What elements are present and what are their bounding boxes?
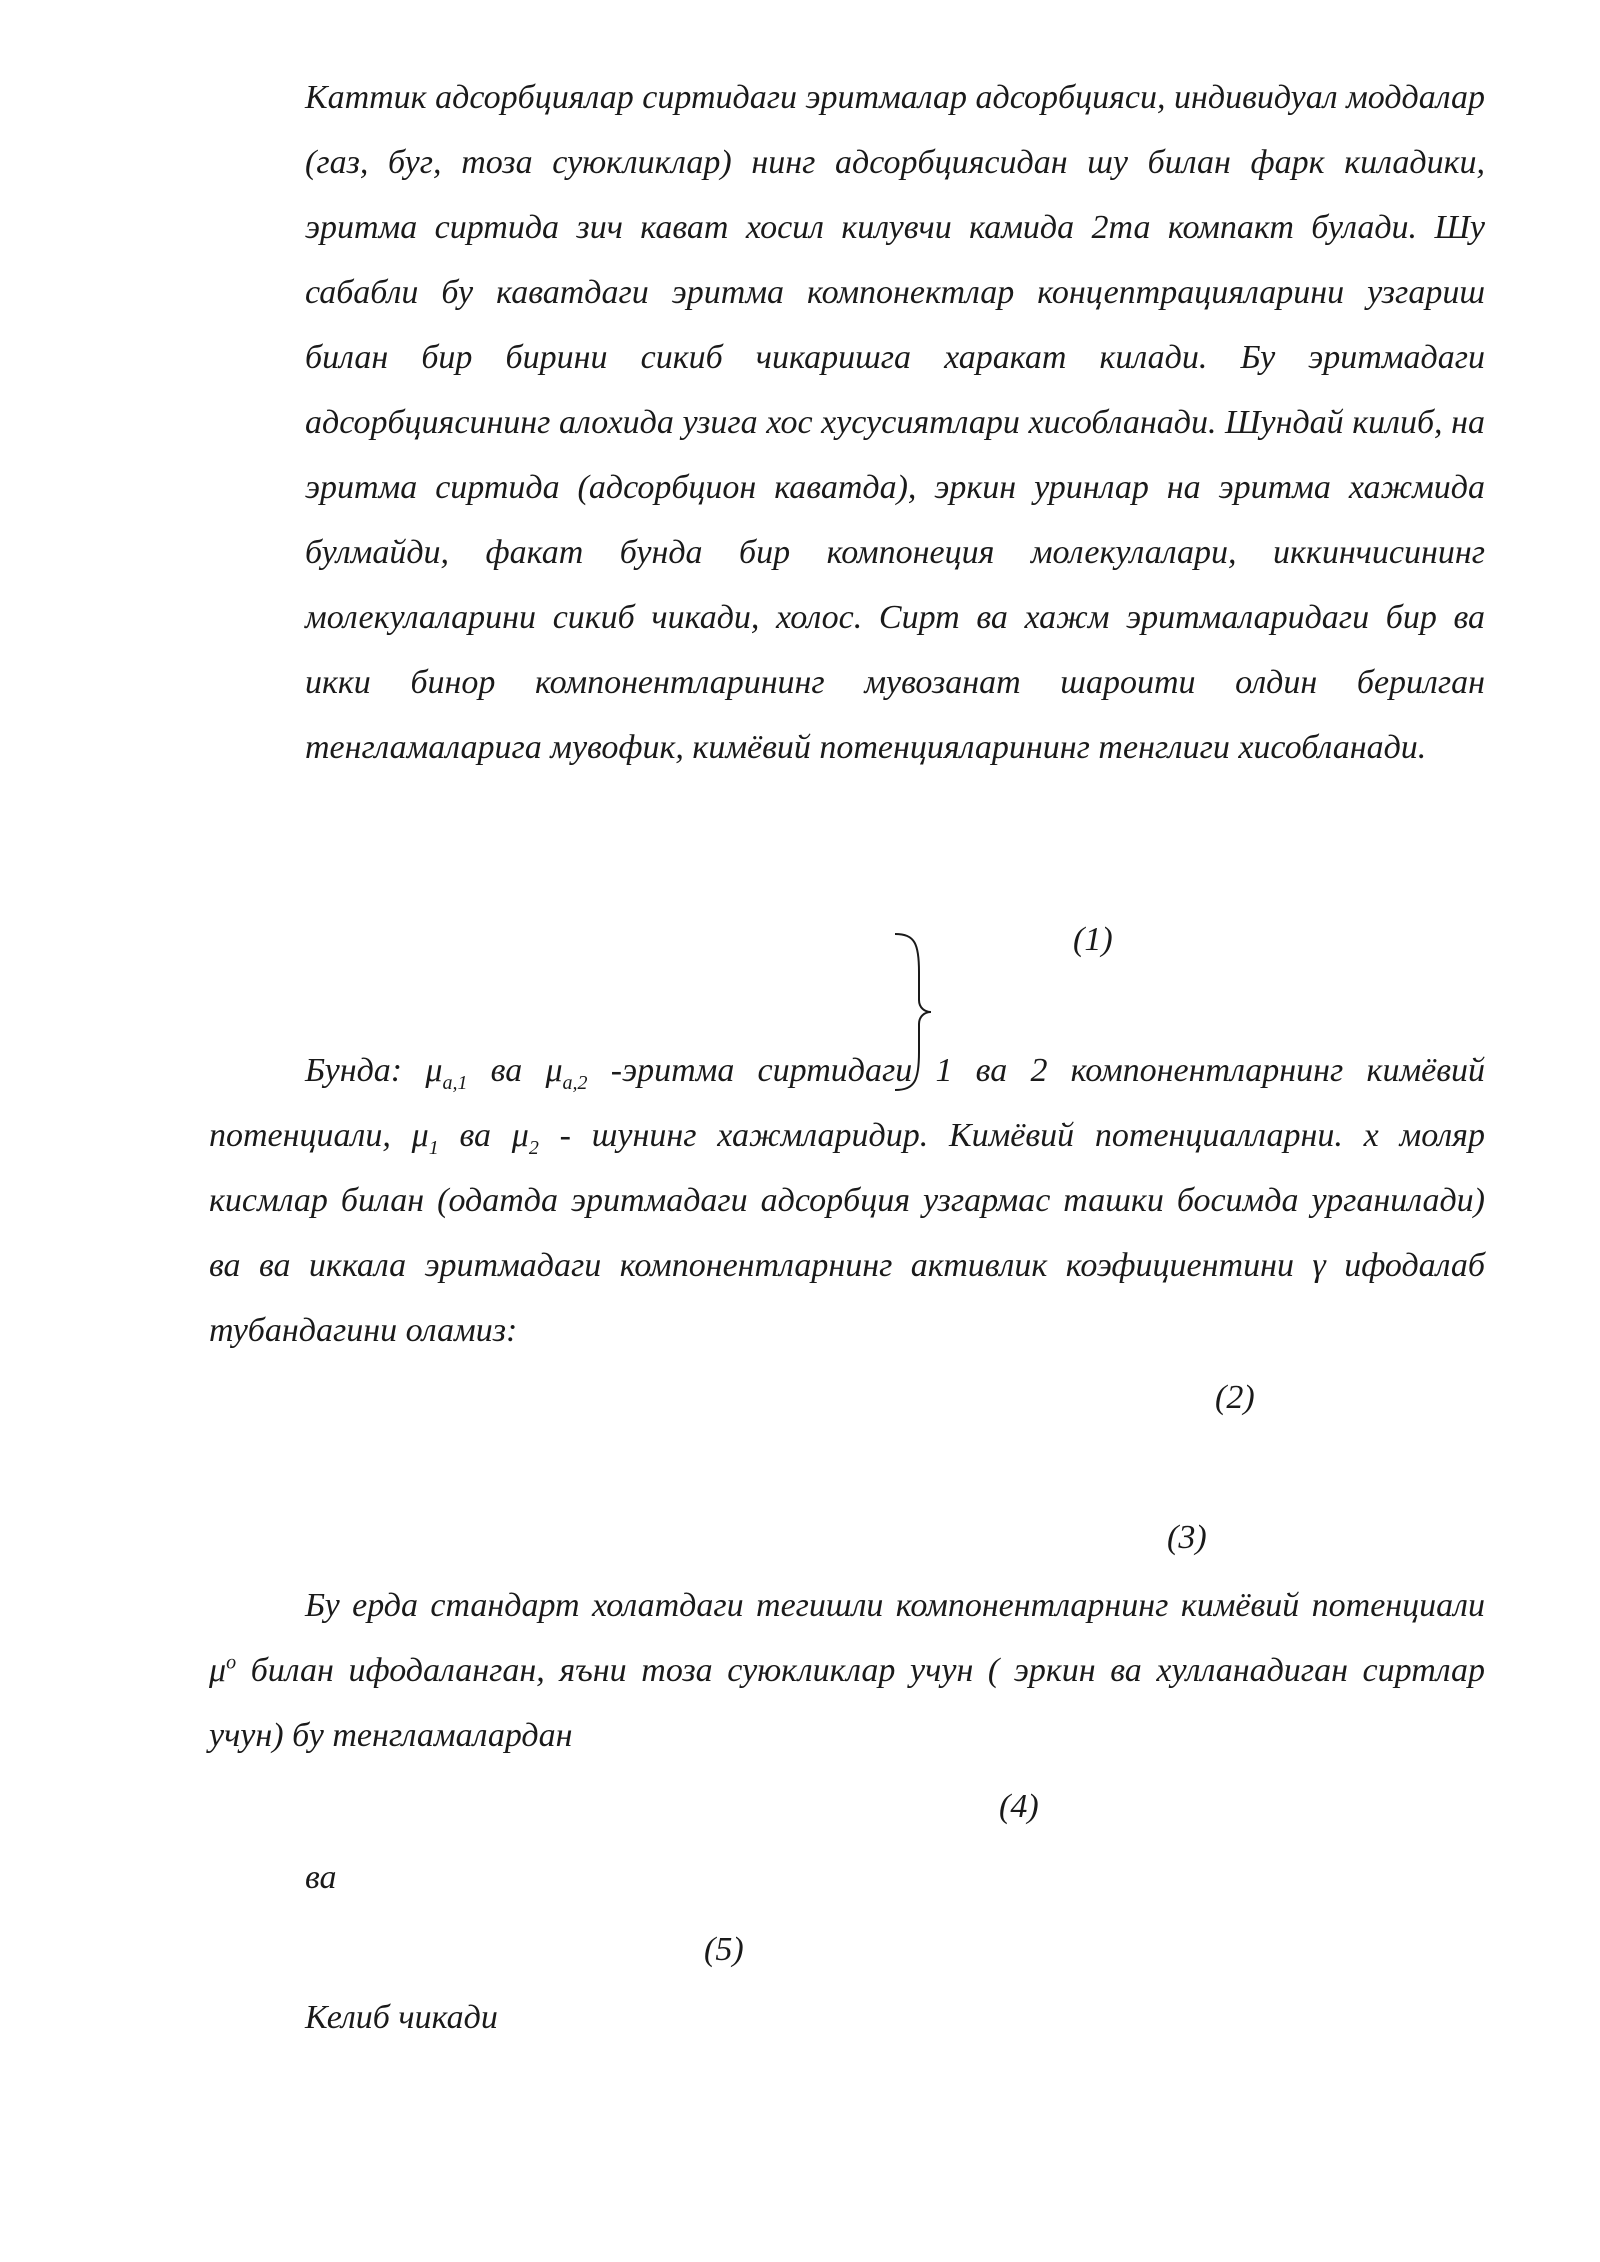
subscript-1: 1 bbox=[428, 1136, 439, 1159]
text-segment: Бунда: bbox=[305, 1052, 426, 1089]
mu-symbol: μ bbox=[545, 1052, 563, 1089]
paragraph-chemical-potentials bbox=[209, 1038, 1485, 1363]
text-segment: Бу ерда стандарт холатдаги тегишли компонентларнинг кимёвий потенциали bbox=[305, 1587, 1485, 1624]
text-segment: билан ифодаланган, яъни тоза суюкликлар учун ( эркин ва хулланадиган сиртлар учун) бу тенгламалардан bbox=[209, 1652, 1485, 1754]
text-segment: ва bbox=[438, 1117, 512, 1154]
subscript-a2: a,2 bbox=[562, 1071, 588, 1094]
text-segment: -эритма сиртидаги 1 ва 2 компонентларнинг кимёвий потенциали, bbox=[209, 1052, 1485, 1154]
paragraph-adsorption-intro: Каттик адсорбциялар сиртидаги эритмалар адсорбцияси, индивидуал моддалар (газ, буг, тоза суюкликлар) нинг адсорбциясидан шу билан фарк киладики, эритма сиртида зич кават хосил килувчи камида 2та компакт булади. Шу сабабли бу каватдаги эритма компонектлар концептрацияларини узгариш билан бир бирини сикиб чикаришга харакат килади. Бу эритмадаги адсорбциясининг алохида узига хос хусусиятлари хисобланади. Шундай килиб, на эритма сиртида (адсорбцион каватда), эркин уринлар на эритма хажмида булмайди, факат бунда бир компонеция молекулалари, иккинчисининг молекулаларини сикиб чикади, холос. Сирт ва хажм эритмаларидаги бир ва икки бинор компонентларининг мувозанат шароити олдин берилган тенгламаларига мувофик, кимёвий потенцияларининг тенглиги хисобланади. bbox=[305, 79, 1485, 766]
equation-number-3: (3) bbox=[1167, 1519, 1207, 1556]
equation-number-4: (4) bbox=[999, 1788, 1039, 1825]
mu-symbol: μ bbox=[425, 1052, 443, 1089]
equation-number-1: (1) bbox=[1073, 921, 1113, 958]
subscript-a1: a,1 bbox=[442, 1071, 468, 1094]
equation-number-5: (5) bbox=[704, 1931, 744, 1968]
subscript-2: 2 bbox=[528, 1136, 539, 1159]
superscript-o: o bbox=[226, 1651, 237, 1674]
equation-number-2: (2) bbox=[1215, 1379, 1255, 1416]
mu-symbol: μ bbox=[209, 1652, 227, 1689]
mu-symbol: μ bbox=[411, 1117, 429, 1154]
text-kelib-chikadi: Келиб чикади bbox=[305, 1999, 498, 2036]
paragraph-standard-state bbox=[209, 1573, 1485, 1768]
text-segment: - шунинг хажмларидир. Кимёвий потенциалларни. х моляр кисмлар билан (одатда эритмадаги адсорбция узгармас ташки босимда урганилади) ва ва иккала эритмадаги компонентларнинг активлик коэфициентини γ ифодалаб тубандагини оламиз: bbox=[209, 1117, 1485, 1349]
word-va: ва bbox=[305, 1859, 337, 1896]
mu-symbol: μ bbox=[511, 1117, 529, 1154]
text-segment: ва bbox=[467, 1052, 546, 1089]
